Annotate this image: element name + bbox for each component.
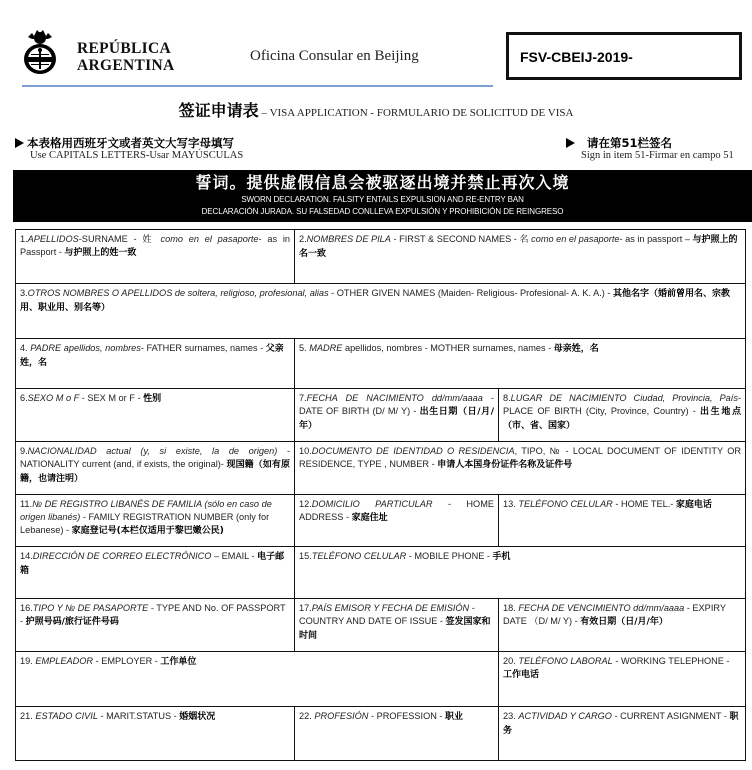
field-number: 15.: [299, 551, 312, 561]
signature-instruction-en: Sign in item 51-Firmar en campo 51: [581, 150, 734, 161]
field-label-zh: 家庭电话: [675, 500, 712, 510]
field-label-en: - NATIONALITY current (and, if exists, the original)-: [20, 446, 290, 469]
banner-spanish: DECLARACIÓN JURADA. SU FALSEDAD CONLLEVA EXPULSIÓN Y PROHIBICIÓN DE REINGRESO: [201, 207, 564, 216]
coat-of-arms-emblem: [20, 27, 60, 77]
field-label-es: como en el pasaporte: [160, 234, 259, 244]
field-label-es: DOMICILIO PARTICULAR: [311, 499, 433, 509]
brand-name: [77, 40, 174, 74]
field-nationality[interactable]: [16, 442, 295, 494]
field-expiry-date[interactable]: [499, 599, 745, 651]
field-number: 14.: [20, 551, 33, 561]
field-local-id-document[interactable]: [295, 442, 745, 494]
field-place-of-birth[interactable]: [499, 389, 745, 441]
field-email[interactable]: [16, 547, 295, 598]
capitals-instruction-en: Use CAPITALS LETTERS-Usar MAYÚSCULAS: [30, 150, 244, 161]
field-label-zh: 现国籍（如有原籍，也请注明）: [20, 460, 290, 484]
field-label-es: № DE REGISTRO LIBANÉS DE FAMILIA (sólo en caso de origen libanés): [20, 499, 272, 522]
field-label-en: - OTHER GIVEN NAMES (Maiden- Religious- Profesional- A. K. A.) -: [328, 288, 613, 298]
field-label-en: - PROFESSION -: [368, 711, 446, 721]
field-label-es: FECHA DE NACIMIENTO dd/mm/aaaa: [306, 393, 483, 403]
field-label-es: TIPO Y № DE PASAPORTE: [32, 603, 149, 613]
field-number: 23.: [503, 711, 519, 721]
field-number: 1.: [20, 234, 28, 244]
field-label-en: - EMPLOYER -: [93, 656, 161, 666]
field-label-zh: 申请人本国身份证件名称及证件号: [437, 460, 573, 470]
field-label-zh: 与护照上的名一致: [299, 235, 738, 259]
field-employer[interactable]: [16, 652, 499, 706]
title-english: – VISA APPLICATION - FORMULARIO DE SOLICITUD DE VISA: [258, 107, 574, 119]
field-number: 6.: [20, 393, 28, 403]
field-label-zh: 出生地点（市、省、国家）: [503, 407, 741, 431]
field-sex[interactable]: [16, 389, 295, 441]
field-number: 7.: [299, 393, 307, 403]
form-row-5: [16, 442, 745, 495]
field-number: 11.: [20, 499, 33, 509]
field-label-es: SEXO M o F: [27, 393, 80, 403]
title-chinese: 签证申请表: [178, 101, 259, 120]
pointer-arrow-icon: [566, 138, 575, 148]
field-label-zh: 手机: [492, 552, 511, 562]
field-label-es: ACTIVIDAD Y CARGO: [518, 711, 612, 721]
field-label-en: - MARIT.STATUS -: [97, 711, 180, 721]
banner-chinese: 誓词。提供虚假信息会被驱逐出境并禁止再次入境: [195, 173, 570, 192]
field-number: 22.: [299, 711, 315, 721]
field-label-zh: 母亲姓，名: [553, 344, 599, 354]
field-number: 12.: [299, 499, 312, 509]
field-label-es: ESTADO CIVIL: [35, 711, 98, 721]
field-label-es: APELLIDOS: [27, 234, 79, 244]
field-label-zh: 签发国家和时间: [299, 617, 491, 641]
field-label-en: - SEX M or F -: [79, 393, 144, 403]
field-label-zh: 与护照上的姓一致: [64, 248, 137, 258]
field-label-zh: 父亲姓，名: [20, 344, 284, 368]
field-label-zh: 婚姻状况: [179, 712, 216, 722]
field-label-en: - DATE OF BIRTH (D/ M/ Y) -: [299, 393, 494, 416]
field-label-es: como en el pasaporte: [531, 234, 620, 244]
field-label-en: -SURNAME - 姓: [78, 234, 161, 244]
field-number: 10.: [299, 446, 312, 456]
form-row-3: [16, 339, 745, 389]
form-row-1: [16, 230, 745, 284]
field-label-es: EMPLEADOR: [35, 656, 94, 666]
banner-english: SWORN DECLARATION. FALSITY ENTAILS EXPULSION AND RE-ENTRY BAN: [241, 195, 524, 204]
pointer-arrow-icon: [15, 138, 24, 148]
field-number: 5.: [299, 343, 310, 353]
form-row-6: [16, 495, 745, 547]
field-label-en: - CURRENT ASIGNMENT -: [611, 711, 730, 721]
visa-form-table: [15, 229, 746, 761]
field-passport-type-number[interactable]: [16, 599, 295, 651]
field-label-en: - as in passport –: [619, 234, 693, 244]
field-number: 16.: [20, 603, 33, 613]
form-row-8: [16, 599, 745, 652]
field-date-of-birth[interactable]: [295, 389, 499, 441]
field-label-zh: 家庭登记号(本栏仅适用于黎巴嫩公民): [71, 526, 224, 536]
field-label-en: - COUNTRY AND DATE OF ISSUE -: [299, 603, 475, 626]
field-label-zh: 工作电话: [503, 670, 540, 680]
field-home-address[interactable]: [295, 495, 499, 546]
field-label-zh: 职务: [503, 712, 739, 736]
field-label-zh: 工作单位: [160, 657, 197, 667]
field-father-names[interactable]: [16, 339, 295, 388]
consular-office: Oficina Consular en Beijing: [250, 48, 419, 64]
field-label-zh: 护照号码/旅行证件号码: [25, 617, 119, 627]
field-surname[interactable]: [16, 230, 295, 283]
field-number: 18.: [503, 603, 519, 613]
field-number: 13.: [503, 499, 519, 509]
field-issue-country-date[interactable]: [295, 599, 499, 651]
field-label-zh: 职业: [445, 712, 464, 722]
form-row-2: [16, 284, 745, 339]
field-label-es: PROFESIÓN: [314, 711, 369, 721]
field-label-es: PADRE apellidos, nombres: [30, 343, 141, 353]
field-label-es: NOMBRES DE PILA: [306, 234, 391, 244]
form-code: FSV-CBEIJ-2019-: [520, 49, 633, 65]
field-marital-status[interactable]: [16, 707, 295, 760]
field-label-es: NACIONALIDAD actual (y, si existe, la de origen): [27, 446, 278, 456]
field-label-zh: 其他名字（婚前曾用名、宗教用、职业用、别名等）: [20, 289, 730, 313]
field-lebanese-family-registration[interactable]: [16, 495, 295, 546]
field-mother-names[interactable]: [295, 339, 745, 388]
field-mobile-phone[interactable]: [295, 547, 745, 598]
field-profession[interactable]: [295, 707, 499, 760]
field-label-es: DIRECCIÓN DE CORREO ELECTRÓNICO: [32, 551, 212, 561]
signature-instruction: [566, 136, 734, 161]
field-work-telephone[interactable]: [499, 652, 745, 706]
form-row-10: [16, 707, 745, 761]
form-row-7: [16, 547, 745, 599]
signature-instruction-zh: 请在第51栏签名: [587, 136, 673, 150]
field-label-en: - PLACE OF BIRTH (City, Province, Country) -: [503, 393, 741, 416]
field-label-es: DOCUMENTO DE IDENTIDAD O RESIDENCIA: [311, 446, 515, 456]
field-number: 9.: [20, 446, 28, 456]
field-number: 2.: [299, 234, 307, 244]
field-first-names[interactable]: [295, 230, 745, 283]
field-label-en: - FIRST & SECOND NAMES - 名: [390, 234, 532, 244]
field-label-zh: 出生日期（日/月/年）: [299, 407, 494, 431]
field-number: 20.: [503, 656, 519, 666]
field-label-es: MADRE: [309, 343, 343, 353]
field-number: 19.: [20, 656, 36, 666]
field-label-en: - HOME ADDRESS -: [299, 499, 494, 522]
form-row-4: [16, 389, 745, 442]
field-label-zh: 电子邮箱: [20, 552, 285, 576]
field-label-es: TELÉFONO CELULAR: [311, 551, 407, 561]
field-label-en: - EXPIRY DATE （D/ M/ Y) -: [503, 603, 726, 626]
field-other-names[interactable]: [16, 284, 745, 338]
field-home-telephone[interactable]: [499, 495, 745, 546]
field-number: 21.: [20, 711, 36, 721]
field-label-en: - TYPE AND No. OF PASSPORT -: [20, 603, 286, 626]
field-label-en: - as in Passport -: [20, 234, 290, 257]
field-label-en: - FAMILY REGISTRATION NUMBER (only for Lebanese) -: [20, 512, 270, 535]
field-label-es: FECHA DE VENCIMIENTO dd/mm/aaaa: [518, 603, 685, 613]
field-label-en: – EMAIL -: [211, 551, 258, 561]
field-current-assignment[interactable]: [499, 707, 745, 760]
header-divider: [22, 85, 493, 87]
field-label-es: TELÉFONO CELULAR: [518, 499, 613, 509]
brand-line-1: REPÚBLICA: [77, 40, 171, 57]
field-label-en: - FATHER surnames, names -: [140, 343, 266, 353]
field-label-es: OTROS NOMBRES O APELLIDOS de soltera, religioso, profesional, alias: [27, 288, 329, 298]
field-label-es: LUGAR DE NACIMIENTO Ciudad, Provincia, País: [510, 393, 738, 403]
field-label-en: - HOME TEL.-: [612, 499, 676, 509]
field-number: 8.: [503, 393, 511, 403]
field-label-es: TELÉFONO LABORAL: [518, 656, 613, 666]
field-label-zh: 性别: [143, 394, 162, 404]
capitals-instruction: [15, 136, 243, 161]
form-row-9: [16, 652, 745, 707]
sworn-declaration-banner: [13, 170, 752, 222]
field-label-zh: 有效日期（日/月/年）: [580, 617, 668, 627]
field-label-es: PAÍS EMISOR Y FECHA DE EMISIÓN: [311, 603, 470, 613]
capitals-instruction-zh: 本表格用西班牙文或者英文大写字母填写: [27, 136, 234, 150]
field-label-en: - MOBILE PHONE -: [406, 551, 493, 561]
field-number: 4.: [20, 343, 31, 353]
field-number: 3.: [20, 288, 28, 298]
field-number: 17.: [299, 603, 312, 613]
field-label-en: apellidos, nombres - MOTHER surnames, names -: [342, 343, 554, 353]
field-label-zh: 家庭住址: [351, 513, 388, 523]
form-code-box: [506, 32, 742, 80]
field-label-en: , TIPO, № - LOCAL DOCUMENT OF IDENTITY OR RESIDENCE, TYPE , NUMBER -: [299, 446, 741, 469]
field-label-en: - WORKING TELEPHONE -: [612, 656, 730, 666]
brand-line-2: ARGENTINA: [77, 57, 175, 74]
page-title: [0, 98, 752, 121]
